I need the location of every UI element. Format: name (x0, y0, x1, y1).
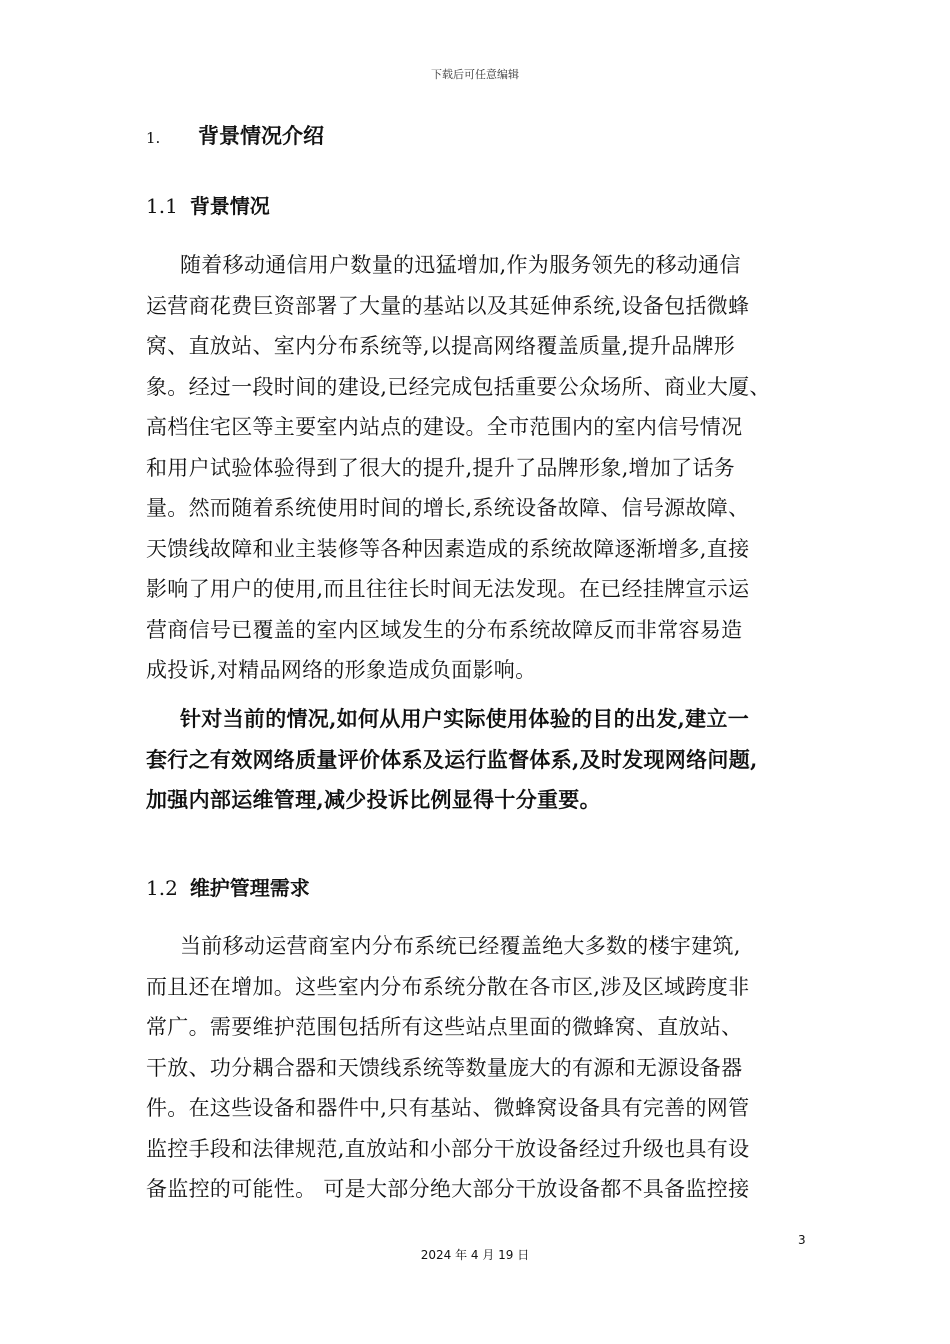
section-1-1-paragraph-2 (146, 699, 826, 821)
section-1-title: 背景情况介绍 (198, 123, 324, 148)
section-1-2-heading (146, 872, 310, 901)
section-1-2-number: 1.2 (146, 876, 178, 900)
paragraph-line: 运营商花费巨资部署了大量的基站以及其延伸系统,设备包括微蜂 (146, 293, 750, 318)
section-1-1-paragraph-1 (146, 245, 826, 691)
paragraph-line: 备监控的可能性。 可是大部分绝大部分干放设备都不具备监控接 (146, 1177, 750, 1201)
section-1-1-number: 1.1 (146, 194, 178, 218)
section-1-2-paragraph (146, 926, 826, 1210)
paragraph-line: 当前移动运营商室内分布系统已经覆盖绝大多数的楼宇建筑, (180, 934, 741, 958)
section-1-number: 1. (146, 129, 161, 147)
paragraph-line: 常广。需要维护范围包括所有这些站点里面的微蜂窝、直放站、 (146, 1015, 743, 1039)
paragraph-line: 随着移动通信用户数量的迅猛增加,作为服务领先的移动通信 (180, 253, 741, 277)
paragraph-line: 量。然而随着系统使用时间的增长,系统设备故障、信号源故障、 (146, 496, 750, 520)
paragraph-line: 监控手段和法律规范,直放站和小部分干放设备经过升级也具有设 (146, 1136, 750, 1161)
paragraph-line: 件。在这些设备和器件中,只有基站、微蜂窝设备具有完善的网管 (146, 1096, 750, 1120)
paragraph-line: 天馈线故障和业主装修等各种因素造成的系统故障逐渐增多,直接 (146, 536, 750, 561)
paragraph-line: 象。经过一段时间的建设,已经完成包括重要公众场所、商业大厦、 (146, 374, 771, 399)
section-1-2-title: 维护管理需求 (189, 876, 310, 900)
paragraph-line: 和用户试验体验得到了很大的提升,提升了品牌形象,增加了话务 (146, 455, 736, 480)
page-number: 3 (798, 1233, 806, 1247)
paragraph-line: 套行之有效网络质量评价体系及运行监督体系,及时发现网络问题, (146, 746, 758, 772)
paragraph-line: 成投诉,对精品网络的形象造成负面影响。 (146, 658, 537, 682)
footer-date: 2024 年 4 月 19 日 (420, 1248, 530, 1262)
header-note: 下载后可任意编辑 (431, 68, 519, 81)
paragraph-line: 窝、直放站、室内分布系统等,以提高网络覆盖质量,提升品牌形 (146, 334, 736, 358)
section-1-1-heading (146, 190, 270, 219)
section-1-heading (146, 120, 324, 150)
section-1-1-title: 背景情况 (189, 194, 270, 218)
paragraph-line: 干放、功分耦合器和天馈线系统等数量庞大的有源和无源设备器 (146, 1055, 743, 1080)
paragraph-line: 加强内部运维管理,减少投诉比例显得十分重要。 (146, 787, 601, 812)
paragraph-line: 营商信号已覆盖的室内区域发生的分布系统故障反而非常容易造 (146, 617, 743, 642)
paragraph-line: 高档住宅区等主要室内站点的建设。全市范围内的室内信号情况 (146, 415, 743, 439)
paragraph-line: 影响了用户的使用,而且往往长时间无法发现。在已经挂牌宣示运 (146, 577, 750, 601)
paragraph-line: 而且还在增加。这些室内分布系统分散在各市区,涉及区域跨度非 (146, 974, 750, 999)
paragraph-line: 针对当前的情况,如何从用户实际使用体验的目的出发,建立一 (180, 706, 750, 731)
